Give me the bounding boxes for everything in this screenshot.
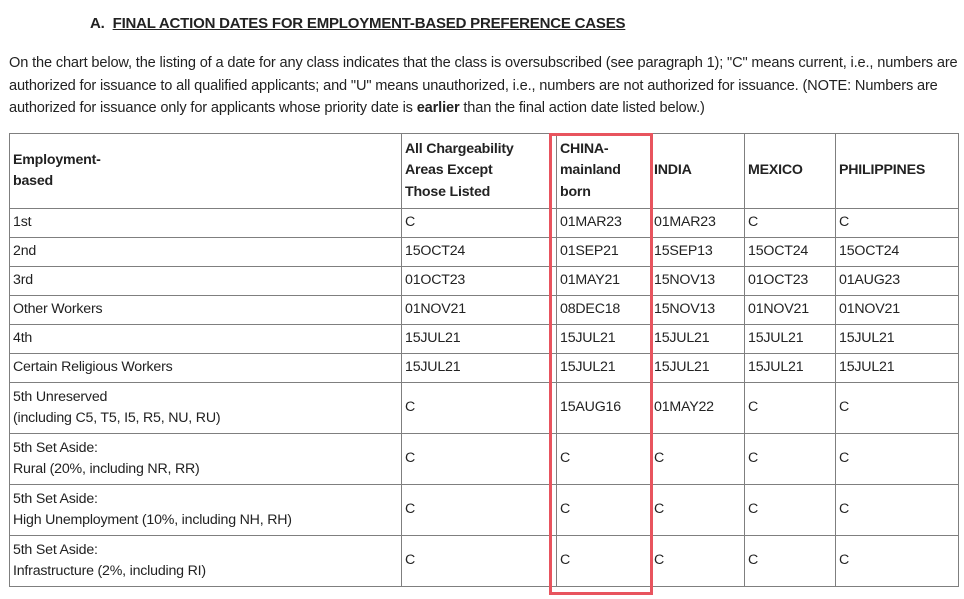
category-text: Infrastructure (2%, including RI)	[13, 563, 206, 579]
table-row	[10, 536, 959, 587]
category-cell	[10, 485, 402, 536]
date-cell-mexico: 15JUL21	[745, 354, 836, 383]
header-employment-based	[10, 134, 402, 209]
date-cell-mexico: C	[745, 383, 836, 434]
date-cell-all-chargeability: 15JUL21	[402, 354, 557, 383]
category-cell	[10, 536, 402, 587]
intro-text: On the chart below, the listing of a date for any class indicates that the class is oversubscribed (see paragraph 1); "C" means current, i.e., numbers are authorized for issuance to all qualified applicants; and "U" means unauthorized, i.e., numbers are not authorized for issuance. (NOTE: Numbers are authorized for issuance only for applicants whose priority date is	[9, 55, 958, 116]
date-cell-all-chargeability: C	[402, 209, 557, 238]
header-text: Employment-	[13, 151, 101, 168]
table-row	[10, 354, 959, 383]
date-cell-china-mainland-born: C	[557, 485, 651, 536]
intro-text-end: than the final action date listed below.)	[459, 100, 705, 116]
date-cell-all-chargeability: 15OCT24	[402, 238, 557, 267]
category-text: 5th Unreserved	[13, 388, 108, 405]
category-cell	[10, 296, 402, 325]
date-cell-mexico: C	[745, 209, 836, 238]
date-cell-philippines: 15OCT24	[836, 238, 959, 267]
date-cell-india: C	[651, 536, 745, 587]
date-cell-philippines: 15JUL21	[836, 354, 959, 383]
category-text: 3rd	[13, 272, 33, 289]
date-cell-mexico: 15JUL21	[745, 325, 836, 354]
category-text: 1st	[13, 214, 32, 231]
header-mexico	[745, 134, 836, 209]
category-text: (including C5, T5, I5, R5, NU, RU)	[13, 410, 221, 426]
date-cell-mexico: 01NOV21	[745, 296, 836, 325]
date-cell-philippines: C	[836, 209, 959, 238]
category-text: 2nd	[13, 243, 37, 260]
table-body	[10, 209, 959, 587]
date-cell-philippines: 01AUG23	[836, 267, 959, 296]
header-text: based	[13, 173, 54, 189]
date-cell-philippines: C	[836, 383, 959, 434]
date-cell-china-mainland-born: 15JUL21	[557, 354, 651, 383]
category-text: Rural (20%, including NR, RR)	[13, 461, 200, 477]
category-cell	[10, 434, 402, 485]
table-row	[10, 383, 959, 434]
header-text: mainland	[560, 162, 621, 179]
category-cell	[10, 238, 402, 267]
date-cell-mexico: 01OCT23	[745, 267, 836, 296]
table-row	[10, 267, 959, 296]
date-cell-china-mainland-born: C	[557, 536, 651, 587]
date-cell-india: 15NOV13	[651, 296, 745, 325]
date-cell-philippines: C	[836, 536, 959, 587]
category-text: 5th Set Aside:	[13, 439, 98, 456]
date-cell-china-mainland-born: 01SEP21	[557, 238, 651, 267]
date-cell-india: 15JUL21	[651, 325, 745, 354]
category-text: 4th	[13, 330, 33, 347]
date-cell-all-chargeability: 01NOV21	[402, 296, 557, 325]
header-text: INDIA	[654, 162, 692, 179]
category-text: Certain Religious Workers	[13, 359, 173, 376]
category-cell	[10, 325, 402, 354]
section-heading	[90, 15, 625, 32]
date-cell-mexico: C	[745, 434, 836, 485]
section-title: FINAL ACTION DATES FOR EMPLOYMENT-BASED PREFERENCE CASES	[112, 15, 626, 32]
date-cell-mexico: C	[745, 536, 836, 587]
date-cell-philippines: C	[836, 485, 959, 536]
table-row	[10, 434, 959, 485]
date-cell-all-chargeability: 15JUL21	[402, 325, 557, 354]
date-cell-all-chargeability: C	[402, 485, 557, 536]
date-cell-india: 15SEP13	[651, 238, 745, 267]
category-text: Other Workers	[13, 301, 103, 318]
table-row	[10, 238, 959, 267]
table-row	[10, 209, 959, 238]
category-text: 5th Set Aside:	[13, 490, 98, 507]
header-all-chargeability	[402, 134, 557, 209]
date-cell-philippines: 01NOV21	[836, 296, 959, 325]
intro-paragraph	[9, 52, 959, 120]
date-cell-china-mainland-born: 01MAR23	[557, 209, 651, 238]
date-cell-all-chargeability: C	[402, 383, 557, 434]
intro-emphasis: earlier	[416, 100, 460, 116]
date-cell-china-mainland-born: 01MAY21	[557, 267, 651, 296]
header-india	[651, 134, 745, 209]
date-cell-all-chargeability: C	[402, 434, 557, 485]
category-cell	[10, 209, 402, 238]
date-cell-india: 01MAY22	[651, 383, 745, 434]
header-text: CHINA-	[560, 140, 609, 157]
date-cell-all-chargeability: 01OCT23	[402, 267, 557, 296]
date-cell-mexico: 15OCT24	[745, 238, 836, 267]
date-cell-philippines: 15JUL21	[836, 325, 959, 354]
section-label: A.	[90, 15, 105, 32]
category-text: High Unemployment (10%, including NH, RH)	[13, 512, 292, 528]
date-cell-india: 15NOV13	[651, 267, 745, 296]
date-cell-china-mainland-born: C	[557, 434, 651, 485]
date-cell-mexico: C	[745, 485, 836, 536]
category-cell	[10, 267, 402, 296]
date-cell-india: 01MAR23	[651, 209, 745, 238]
date-cell-india: C	[651, 434, 745, 485]
table-header-row	[10, 134, 959, 209]
table-row	[10, 296, 959, 325]
header-text: All Chargeability	[405, 140, 514, 157]
date-cell-china-mainland-born: 15JUL21	[557, 325, 651, 354]
date-cell-philippines: C	[836, 434, 959, 485]
category-text: 5th Set Aside:	[13, 541, 98, 558]
table-row	[10, 485, 959, 536]
date-cell-india: C	[651, 485, 745, 536]
header-china-mainland-born	[557, 134, 651, 209]
table-row	[10, 325, 959, 354]
category-cell	[10, 354, 402, 383]
date-cell-china-mainland-born: 08DEC18	[557, 296, 651, 325]
header-text: Areas Except	[405, 162, 493, 179]
final-action-dates-table	[9, 133, 959, 587]
date-cell-all-chargeability: C	[402, 536, 557, 587]
header-text: Those Listed	[405, 183, 491, 200]
header-philippines	[836, 134, 959, 209]
date-cell-china-mainland-born: 15AUG16	[557, 383, 651, 434]
category-cell	[10, 383, 402, 434]
header-text: PHILIPPINES	[839, 162, 926, 179]
header-text: born	[560, 183, 591, 200]
header-text: MEXICO	[748, 162, 803, 179]
date-cell-india: 15JUL21	[651, 354, 745, 383]
